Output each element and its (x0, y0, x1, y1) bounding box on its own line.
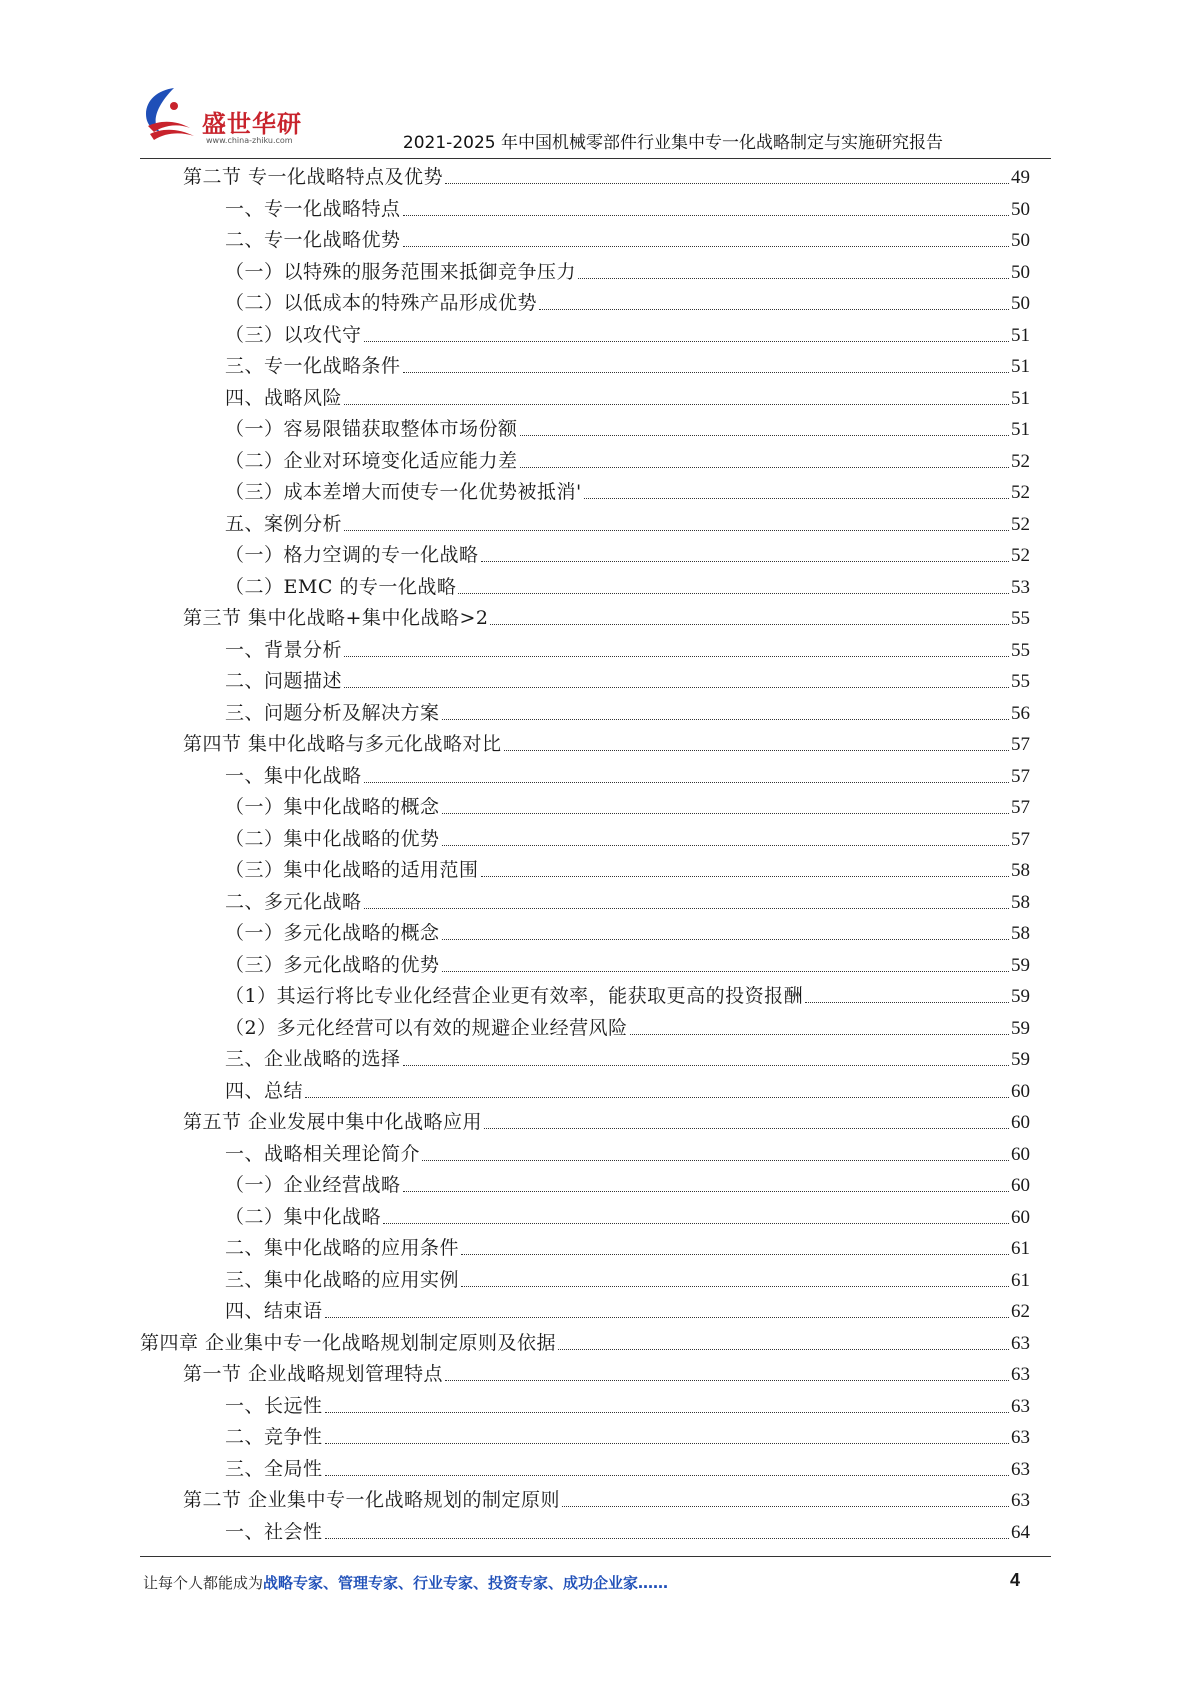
toc-entry-title: 一、背景分析 (225, 638, 343, 661)
toc-entry[interactable] (140, 1391, 1030, 1423)
toc-entry[interactable] (140, 918, 1030, 950)
toc-entry[interactable] (140, 1454, 1030, 1486)
toc-leader-dots (442, 971, 1009, 972)
toc-entry-title: 一、长远性 (225, 1394, 323, 1417)
toc-entry[interactable] (140, 792, 1030, 824)
toc-entry-page: 62 (1011, 1301, 1030, 1322)
toc-entry-page: 50 (1011, 230, 1030, 251)
report-title: 2021-2025 年中国机械零部件行业集中专一化战略制定与实施研究报告 (402, 133, 943, 153)
toc-leader-dots (461, 1254, 1009, 1255)
toc-entry-title: 二、多元化战略 (225, 890, 362, 913)
toc-entry-title: （一）以特殊的服务范围来抵御竞争压力 (225, 260, 577, 283)
toc-entry-page: 52 (1011, 450, 1030, 472)
toc-leader-dots (442, 813, 1009, 814)
toc-entry-page: 58 (1011, 923, 1030, 944)
toc-entry[interactable] (140, 351, 1030, 383)
toc-entry-page: 50 (1011, 198, 1030, 220)
toc-entry[interactable] (140, 162, 1030, 194)
toc-leader-dots (520, 467, 1009, 468)
toc-leader-dots (325, 1443, 1009, 1444)
toc-leader-dots (562, 1506, 1009, 1507)
toc-entry-title: 第一节 企业战略规划管理特点 (183, 1363, 444, 1385)
toc-entry-title: 二、专一化战略优势 (225, 229, 401, 251)
toc-entry-title: （一）格力空调的专一化战略 (225, 544, 479, 566)
toc-leader-dots (490, 624, 1009, 625)
toc-entry-page: 60 (1011, 1080, 1030, 1102)
toc-entry-title: 四、总结 (225, 1079, 304, 1102)
toc-entry[interactable] (140, 320, 1030, 352)
toc-leader-dots (344, 404, 1009, 405)
toc-entry[interactable] (140, 1485, 1030, 1517)
toc-entry-page: 51 (1011, 387, 1030, 409)
toc-entry-title: 五、案例分析 (225, 512, 343, 535)
toc-entry-title: 一、专一化战略特点 (225, 197, 401, 220)
toc-entry-title: （三）集中化战略的适用范围 (225, 859, 479, 881)
footer-slogan (143, 1572, 668, 1593)
toc-entry-title: （二）集中化战略的优势 (225, 827, 440, 850)
toc-entry-page: 50 (1011, 293, 1030, 314)
toc-entry-page: 52 (1011, 545, 1030, 566)
toc-leader-dots (520, 435, 1009, 436)
toc-entry-title: 二、竞争性 (225, 1426, 323, 1448)
toc-entry-title: 四、战略风险 (225, 386, 343, 409)
toc-entry-page: 55 (1011, 639, 1030, 661)
toc-entry-title: 第二节 专一化战略特点及优势 (183, 166, 444, 188)
toc-leader-dots (445, 1380, 1009, 1381)
toc-leader-dots (558, 1349, 1009, 1350)
toc-entry[interactable] (140, 1265, 1030, 1297)
toc-entry-title: （一）集中化战略的概念 (225, 796, 440, 818)
toc-entry-title: 三、全局性 (225, 1457, 323, 1480)
toc-entry[interactable] (140, 477, 1030, 509)
toc-entry[interactable] (140, 729, 1030, 761)
toc-entry-title: （二）以低成本的特殊产品形成优势 (225, 292, 538, 314)
toc-entry[interactable] (140, 1517, 1030, 1549)
toc-leader-dots (325, 1317, 1009, 1318)
toc-entry[interactable] (140, 635, 1030, 667)
logo-name: 盛世华研 (202, 110, 302, 138)
toc-leader-dots (442, 845, 1009, 846)
toc-entry[interactable] (140, 1170, 1030, 1202)
toc-entry-page: 63 (1011, 1427, 1030, 1448)
toc-entry[interactable] (140, 1422, 1030, 1454)
toc-entry-page: 63 (1011, 1490, 1030, 1511)
toc-entry-title: （2）多元化经营可以有效的规避企业经营风险 (225, 1016, 628, 1039)
toc-entry-page: 61 (1011, 1269, 1030, 1291)
toc-entry-page: 52 (1011, 482, 1030, 503)
toc-entry-page: 60 (1011, 1143, 1030, 1165)
toc-entry-page: 60 (1011, 1112, 1030, 1133)
toc-entry-title: 第四章 企业集中专一化战略规划制定原则及依据 (140, 1331, 557, 1354)
toc-leader-dots (403, 1065, 1009, 1066)
toc-entry-title: 三、集中化战略的应用实例 (225, 1268, 460, 1291)
toc-entry[interactable] (140, 666, 1030, 698)
toc-entry[interactable] (140, 257, 1030, 289)
toc-leader-dots (403, 372, 1009, 373)
toc-entry-page: 57 (1011, 734, 1030, 755)
toc-entry-page: 61 (1011, 1238, 1030, 1259)
toc-leader-dots (481, 561, 1009, 562)
toc-entry-page: 59 (1011, 954, 1030, 976)
toc-entry-page: 64 (1011, 1521, 1030, 1543)
toc-leader-dots (344, 530, 1009, 531)
toc-entry[interactable] (140, 509, 1030, 541)
toc-leader-dots (364, 782, 1009, 783)
toc-entry-page: 53 (1011, 576, 1030, 598)
toc-leader-dots (422, 1160, 1009, 1161)
toc-leader-dots (458, 593, 1009, 594)
toc-leader-dots (403, 215, 1009, 216)
toc-leader-dots (403, 1191, 1009, 1192)
header-divider (140, 158, 1051, 159)
toc-entry-title: 二、问题描述 (225, 670, 343, 692)
toc-leader-dots (442, 719, 1009, 720)
toc-entry[interactable] (140, 1013, 1030, 1045)
toc-entry[interactable] (140, 887, 1030, 919)
toc-entry-page: 50 (1011, 261, 1030, 283)
toc-entry-page: 51 (1011, 356, 1030, 377)
toc-leader-dots (442, 939, 1009, 940)
toc-entry-page: 57 (1011, 828, 1030, 850)
toc-leader-dots (305, 1097, 1009, 1098)
toc-entry[interactable] (140, 950, 1030, 982)
toc-leader-dots (344, 687, 1009, 688)
toc-leader-dots (539, 309, 1009, 310)
toc-entry-title: 第三节 集中化战略+集中化战略>2 (183, 607, 489, 629)
toc-entry-title: 第五节 企业发展中集中化战略应用 (183, 1111, 483, 1133)
toc-entry-title: （一）多元化战略的概念 (225, 922, 440, 944)
logo-url: www.china-zhiku.com (206, 136, 293, 145)
logo-emblem-icon (140, 84, 210, 148)
toc-entry[interactable] (140, 194, 1030, 226)
toc-entry-page: 51 (1011, 419, 1030, 440)
toc-leader-dots (325, 1475, 1009, 1476)
toc-entry[interactable] (140, 540, 1030, 572)
toc-leader-dots (630, 1034, 1009, 1035)
toc-entry-page: 60 (1011, 1175, 1030, 1196)
toc-entry-page: 49 (1011, 167, 1030, 188)
toc-entry-page: 60 (1011, 1206, 1030, 1228)
toc-leader-dots (481, 876, 1009, 877)
page-number: 4 (1010, 1570, 1021, 1590)
toc-leader-dots (484, 1128, 1009, 1129)
toc-entry[interactable] (140, 1107, 1030, 1139)
footer-divider (140, 1556, 1051, 1557)
toc-entry-title: （三）多元化战略的优势 (225, 953, 440, 976)
toc-leader-dots (364, 341, 1009, 342)
toc-leader-dots (344, 656, 1009, 657)
toc-entry-page: 63 (1011, 1458, 1030, 1480)
toc-leader-dots (805, 1002, 1009, 1003)
toc-entry-page: 58 (1011, 860, 1030, 881)
toc-entry[interactable] (140, 1076, 1030, 1108)
toc-entry-page: 63 (1011, 1332, 1030, 1354)
toc-leader-dots (578, 278, 1009, 279)
toc-leader-dots (383, 1223, 1009, 1224)
toc-entry[interactable] (140, 1202, 1030, 1234)
toc-entry[interactable] (140, 1233, 1030, 1265)
toc-entry[interactable] (140, 698, 1030, 730)
toc-entry[interactable] (140, 1359, 1030, 1391)
toc-leader-dots (403, 246, 1009, 247)
toc-entry[interactable] (140, 446, 1030, 478)
toc-entry-title: 第四节 集中化战略与多元化战略对比 (183, 733, 502, 755)
toc-entry-title: 三、问题分析及解决方案 (225, 701, 440, 724)
slogan-prefix: 让每个人都能成为 (143, 1574, 264, 1592)
toc-entry-title: 一、战略相关理论简介 (225, 1142, 421, 1165)
toc-entry-page: 55 (1011, 671, 1030, 692)
toc-entry-page: 52 (1011, 513, 1030, 535)
toc-entry-page: 63 (1011, 1395, 1030, 1417)
toc-entry-title: （一）企业经营战略 (225, 1174, 401, 1196)
toc-entry[interactable] (140, 855, 1030, 887)
toc-leader-dots (445, 183, 1009, 184)
toc-entry[interactable] (140, 414, 1030, 446)
toc-entry[interactable] (140, 1328, 1030, 1360)
toc-entry[interactable] (140, 603, 1030, 635)
toc-entry[interactable] (140, 1044, 1030, 1076)
toc-entry-page: 55 (1011, 608, 1030, 629)
toc-entry[interactable] (140, 572, 1030, 604)
toc-entry-page: 58 (1011, 891, 1030, 913)
toc-entry-page: 51 (1011, 324, 1030, 346)
toc-entry-title: （二）企业对环境变化适应能力差 (225, 449, 518, 472)
toc-entry[interactable] (140, 981, 1030, 1013)
toc-entry[interactable] (140, 383, 1030, 415)
toc-entry-page: 57 (1011, 765, 1030, 787)
toc-entry[interactable] (140, 225, 1030, 257)
toc-entry-title: 第二节 企业集中专一化战略规划的制定原则 (183, 1489, 561, 1511)
toc-entry-page: 56 (1011, 702, 1030, 724)
toc-leader-dots (461, 1286, 1009, 1287)
toc-entry-page: 63 (1011, 1364, 1030, 1385)
toc-entry-title: （一）容易限锚获取整体市场份额 (225, 418, 518, 440)
toc-entry-title: （二）集中化战略 (225, 1205, 382, 1228)
toc-entry-title: （三）成本差增大而使专一化优势被抵消' (225, 481, 582, 503)
toc-entry-title: （三）以攻代守 (225, 323, 362, 346)
toc-entry[interactable] (140, 1296, 1030, 1328)
slogan-highlight: 战略专家、管理专家、行业专家、投资专家、成功企业家…… (263, 1574, 669, 1592)
toc-entry-page: 59 (1011, 986, 1030, 1007)
toc-entry-title: 一、集中化战略 (225, 764, 362, 787)
toc-entry[interactable] (140, 824, 1030, 856)
toc-entry-title: 一、社会性 (225, 1520, 323, 1543)
toc-entry-page: 59 (1011, 1017, 1030, 1039)
toc-leader-dots (325, 1538, 1009, 1539)
toc-entry-title: 三、专一化战略条件 (225, 355, 401, 377)
toc-entry-title: 四、结束语 (225, 1300, 323, 1322)
toc-entry-title: 二、集中化战略的应用条件 (225, 1237, 460, 1259)
toc-entry[interactable] (140, 288, 1030, 320)
toc-leader-dots (325, 1412, 1009, 1413)
toc-entry-title: （二）EMC 的专一化战略 (225, 575, 457, 598)
toc-entry-page: 59 (1011, 1049, 1030, 1070)
toc-entry-title: 三、企业战略的选择 (225, 1048, 401, 1070)
table-of-contents (140, 162, 1030, 1548)
toc-entry-page: 57 (1011, 797, 1030, 818)
toc-leader-dots (584, 498, 1009, 499)
toc-leader-dots (504, 750, 1009, 751)
toc-entry[interactable] (140, 761, 1030, 793)
company-logo (140, 84, 310, 148)
toc-entry-title: （1）其运行将比专业化经营企业更有效率，能获取更高的投资报酬 (225, 985, 804, 1007)
toc-leader-dots (364, 908, 1009, 909)
toc-entry[interactable] (140, 1139, 1030, 1171)
